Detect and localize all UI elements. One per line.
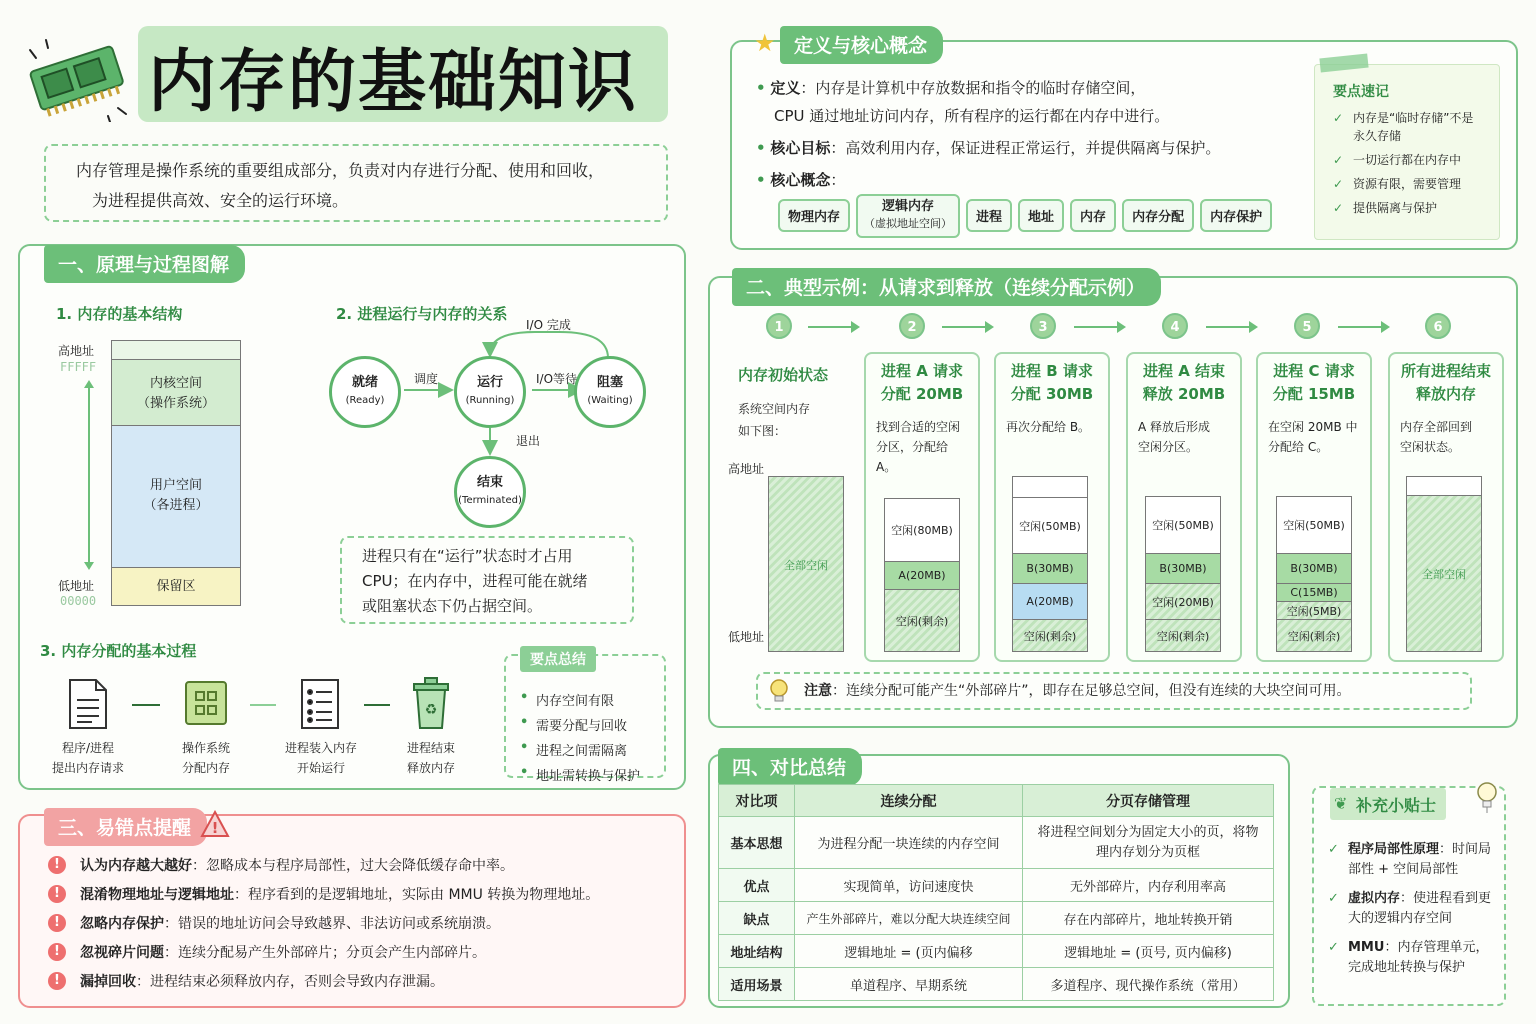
page-title: 内存的基础知识 [148, 43, 639, 122]
step-arrow-5 [1338, 326, 1388, 328]
tip-2-text: ：使进程看到更大的逻辑内存空间 [1348, 891, 1492, 926]
step-arrow-4 [1206, 326, 1256, 328]
initial-high-label: 高地址 [728, 462, 765, 476]
mem-col-5 [1276, 496, 1352, 652]
def-line1: ：内存是计算机中存放数据和指令的临时存储空间， [800, 79, 1146, 97]
table-cell: 无外部碎片，内存利用率高 [1023, 869, 1274, 902]
step-card-5-head1: 进程 C 请求 [1273, 362, 1355, 380]
keypoint-1: ✓ 内存是“临时存储”不是永久存储 [1333, 109, 1483, 145]
tip-2 [1328, 889, 1500, 928]
tips-title: 补充小贴士 [1356, 796, 1437, 815]
step-card-4-head2: 释放 20MB [1142, 385, 1226, 404]
summary-item-3: • 进程之间需隔离 [518, 740, 664, 759]
arrow-step-1 [132, 704, 160, 706]
section4-title: 四、对比总结 [718, 748, 862, 786]
reserved-block: 保留区 [112, 567, 240, 605]
mem-col-5-seg-1: 空闲(50MB) [1277, 497, 1351, 553]
alloc-step-3 [274, 738, 368, 778]
process-title: 2. 进程运行与内存的关系 [336, 305, 508, 323]
error-item-1-bold: 认为内存越大越好 [80, 858, 192, 874]
error-item-5-text: ：进程结束必须释放内存，否则会导致内存泄漏。 [136, 974, 444, 990]
initial-low-label: 低地址 [728, 630, 765, 644]
summary-item-2: • 需要分配与回收 [518, 715, 664, 734]
state-terminated-en: (Terminated) [458, 494, 522, 506]
mem-col-3-seg-1: 空闲(50MB) [1013, 497, 1087, 553]
alloc-step-1-line2: 提出内存请求 [51, 761, 124, 775]
kernel-space [112, 341, 240, 359]
error-item-4 [80, 942, 486, 962]
section2-title: 二、典型示例：从请求到释放（连续分配示例） [732, 268, 1161, 306]
table-cell: 缺点 [719, 902, 795, 935]
mem-col-3-seg-3: A(20MB) [1013, 583, 1087, 619]
kernel-space-block [112, 359, 240, 425]
chip-logical-label: 逻辑内存 [882, 199, 935, 214]
mem-col-4-seg-1: 空闲(50MB) [1146, 497, 1220, 553]
tip-1-bold: 程序局部性原理 [1348, 842, 1440, 857]
table-cell: 多道程序、现代操作系统（常用） [1023, 968, 1274, 1001]
table-cell: 为进程分配一块连续的内存空间 [795, 817, 1023, 869]
svg-text:!: ! [211, 819, 219, 837]
alloc-step-3-line2: 开始运行 [296, 761, 345, 775]
goal-row: • 核心目标：高效利用内存，保证进程正常运行，并提供隔离与保护。 [756, 139, 1221, 157]
keypoints-title: 要点速记 [1333, 84, 1389, 100]
goal-label: 核心目标 [770, 139, 831, 157]
alloc-step-3-line1: 进程装入内存 [284, 741, 357, 755]
state-ready-label: 就绪 [351, 375, 378, 390]
definition-row: • 定义：内存是计算机中存放数据和指令的临时存储空间， [756, 79, 1146, 97]
table-cell: 逻辑地址 = (页内偏移 [795, 935, 1023, 968]
state-waiting-label: 阻塞 [596, 375, 623, 390]
state-ready-en: (Ready) [345, 394, 385, 406]
table-cell: 地址结构 [719, 935, 795, 968]
section2-note [756, 672, 1472, 710]
memory-structure-bar [111, 340, 241, 606]
error-icon-2: ! [48, 885, 66, 903]
table-row [719, 935, 1274, 968]
mem-col-2 [884, 498, 960, 652]
error-item-4-text: ：连续分配易产生外部碎片；分页会产生内部碎片。 [164, 945, 486, 961]
section3-title: 三、易错点提醒 [44, 808, 207, 846]
state-waiting [574, 356, 646, 428]
table-cell: 优点 [719, 869, 795, 902]
alloc-step-1 [40, 738, 136, 778]
mem-col-4 [1145, 496, 1221, 652]
step-card-4-desc1: A 释放后形成 [1138, 419, 1211, 434]
edge-io-wait: I/O等待 [536, 372, 578, 386]
table-cell: 逻辑地址 = (页号, 页内偏移) [1023, 935, 1274, 968]
section1-title: 一、原理与过程图解 [44, 245, 245, 283]
table-cell: 单道程序、早期系统 [795, 968, 1023, 1001]
edge-exit: 退出 [516, 434, 541, 448]
step-card-2-head1: 进程 A 请求 [880, 362, 964, 380]
concept-row: • 核心概念： [756, 171, 846, 189]
alloc-step-2 [160, 738, 252, 778]
error-item-5 [80, 971, 444, 991]
table-cell: 基本思想 [719, 817, 795, 869]
summary-item-1: • 内存空间有限 [518, 690, 664, 709]
leaf-icon: ❦ [1334, 794, 1348, 813]
process-note-line2: CPU；在内存中，进程可能在就绪 [362, 572, 588, 590]
step-card-4-desc2: 空闲分区。 [1138, 439, 1199, 454]
arrow-step-3 [364, 704, 390, 706]
table-cell: 存在内部碎片，地址转换开销 [1023, 902, 1274, 935]
bulb-doodle-icon [1474, 780, 1500, 814]
step-card-5-desc1: 在空闲 20MB 中 [1268, 419, 1358, 434]
error-item-2-bold: 混淆物理地址与逻辑地址 [80, 887, 234, 903]
error-item-3-bold: 忽略内存保护 [80, 916, 164, 932]
error-item-1 [80, 855, 514, 875]
initial-title: 内存初始状态 [738, 366, 829, 384]
definition-content [756, 74, 1296, 194]
summary-item-4: • 地址需转换与保护 [518, 765, 664, 784]
table-header-item: 对比项 [719, 785, 795, 817]
def-label: 定义 [770, 79, 801, 97]
error-icon-5: ! [48, 972, 66, 990]
table-cell: 产生外部碎片，难以分配大块连续空间 [795, 902, 1023, 935]
section2-note-text: ：连续分配可能产生“外部碎片”，即存在足够总空间，但没有连续的大块空间可用。 [832, 683, 1351, 699]
mem-col-3-seg-2: B(30MB) [1013, 553, 1087, 583]
keypoint-3: ✓ 资源有限，需要管理 [1333, 175, 1483, 193]
alloc-title: 3. 内存分配的基本过程 [40, 642, 197, 660]
chip-process: 进程 [966, 199, 1012, 232]
document-icon [68, 678, 108, 730]
error-item-1-text: ：忽略成本与程序局部性，过大会降低缓存命中率。 [192, 858, 514, 874]
mem-col-3 [1012, 476, 1088, 652]
step-card-2-desc2: 分区，分配给 A。 [876, 439, 949, 475]
initial-free-label: 全部空闲 [784, 559, 828, 572]
step-number-3: 3 [1030, 313, 1056, 339]
state-running-label: 运行 [476, 375, 503, 390]
state-running-en: (Running) [465, 394, 515, 406]
mem-col-2-seg-1: 空闲(80MB) [885, 499, 959, 561]
step-card-5-desc2: 分配给 C。 [1268, 439, 1329, 454]
user-space-block [112, 425, 240, 567]
initial-memory-column [768, 476, 844, 652]
mem-col-5-seg-3: C(15MB) [1277, 583, 1351, 601]
svg-text:♻: ♻ [424, 702, 438, 718]
state-waiting-en: (Waiting) [587, 394, 633, 406]
summary-title: 要点总结 [520, 646, 596, 672]
chip-logical-sub: （虚拟地址空间） [864, 216, 953, 230]
step-card-3-head2: 分配 30MB [1010, 385, 1094, 404]
state-running [454, 356, 526, 428]
intro-line1: 内存管理是操作系统的重要组成部分，负责对内存进行分配、使用和回收， [76, 161, 605, 180]
step-arrow-2 [942, 326, 992, 328]
definition-title: 定义与核心概念 [780, 26, 943, 64]
chip-logical-memory [856, 194, 960, 238]
error-item-3 [80, 913, 500, 933]
table-cell: 适用场景 [719, 968, 795, 1001]
error-icon-4: ! [48, 943, 66, 961]
kernel-label: 内核空间 [149, 376, 202, 391]
mem-col-4-seg-2: B(30MB) [1146, 553, 1220, 583]
concept-label: 核心概念 [770, 171, 831, 189]
cpu-chip-icon [182, 678, 230, 728]
initial-desc [738, 398, 810, 442]
summary-box [504, 654, 666, 784]
step-card-2-desc1: 找到合适的空闲 [876, 419, 961, 434]
addr-arrow [84, 380, 94, 570]
step-card-2-head2: 分配 20MB [880, 385, 964, 404]
step-card-5-head2: 分配 15MB [1272, 385, 1356, 404]
keypoint-2: ✓ 一切运行都在内存中 [1333, 151, 1483, 169]
mem-col-6-seg-1: 全部空闲 [1407, 495, 1481, 651]
mem-col-5-seg-2: B(30MB) [1277, 553, 1351, 583]
mem-col-5-seg-5: 空闲(剩余) [1277, 619, 1351, 651]
alloc-step-4-line2: 释放内存 [406, 761, 455, 775]
mem-col-4-seg-3: 空闲(20MB) [1146, 583, 1220, 619]
step-card-6-head2: 释放内存 [1415, 385, 1476, 404]
goal-text: ：高效利用内存，保证进程正常运行，并提供隔离与保护。 [830, 139, 1221, 157]
edge-schedule: 调度 [414, 372, 439, 386]
error-item-5-bold: 漏掉回收 [80, 974, 136, 990]
step-number-1: 1 [766, 313, 792, 339]
mem-col-2-seg-2: A(20MB) [885, 561, 959, 589]
star-icon: ★ [754, 29, 776, 57]
table-cell: 实现简单，访问速度快 [795, 869, 1023, 902]
section2-note-label: 注意 [804, 683, 832, 699]
alloc-step-4-line1: 进程结束 [406, 741, 455, 755]
step-card-4-head1: 进程 A 结束 [1142, 362, 1226, 380]
intro-box [44, 144, 668, 222]
error-icon-1: ! [48, 856, 66, 874]
table-row [719, 869, 1274, 902]
warning-icon [200, 810, 230, 838]
mem-col-4-seg-4: 空闲(剩余) [1146, 619, 1220, 651]
mem-col-2-seg-3: 空闲(剩余) [885, 589, 959, 651]
keypoint-4: ✓ 提供隔离与保护 [1333, 199, 1483, 217]
error-item-3-text: ：错误的地址访问会导致越界、非法访问或系统崩溃。 [164, 916, 500, 932]
chip-memory: 内存 [1070, 199, 1116, 232]
low-addr-value: 00000 [60, 594, 97, 608]
initial-desc-line1: 系统空间内存 [738, 402, 811, 416]
edge-io-done: I/O 完成 [526, 318, 571, 332]
lightbulb-icon [768, 678, 790, 704]
concept-chips [778, 194, 1278, 238]
def-line2: CPU 通过地址访问内存，所有程序的运行都在内存中进行。 [774, 107, 1170, 125]
chip-protection: 内存保护 [1200, 199, 1272, 232]
high-addr-value: FFFFF [60, 360, 97, 374]
tip-1 [1328, 840, 1500, 879]
chip-physical-memory: 物理内存 [778, 199, 850, 232]
mem-col-6 [1406, 476, 1482, 652]
high-addr-label: 高地址 [58, 344, 95, 358]
chip-allocation: 内存分配 [1122, 199, 1194, 232]
alloc-step-1-line1: 程序/进程 [61, 741, 115, 755]
error-icon-3: ! [48, 914, 66, 932]
recycle-bin-icon [410, 676, 452, 730]
step-card-3-head1: 进程 B 请求 [1011, 362, 1093, 380]
step-card-6-desc1: 内存全部回到 [1400, 419, 1473, 434]
low-addr-label: 低地址 [58, 579, 95, 593]
process-note [340, 536, 634, 624]
struct-title: 1. 内存的基本结构 [56, 305, 183, 323]
table-cell: 将进程空间划分为固定大小的页，将物理内存划分为页框 [1023, 817, 1274, 869]
step-arrow-3 [1074, 326, 1124, 328]
process-note-line3: 或阻塞状态下仍占据空间。 [362, 597, 543, 615]
error-item-2-text: ：程序看到的是逻辑地址，实际由 MMU 转换为物理地址。 [234, 887, 600, 903]
table-row [719, 817, 1274, 869]
step-number-6: 6 [1425, 313, 1451, 339]
chip-logo [22, 36, 132, 122]
checklist-icon [300, 678, 340, 730]
initial-desc-line2: 如下图： [738, 424, 787, 438]
alloc-step-2-line1: 操作系统 [181, 741, 230, 755]
concept-colon: ： [830, 171, 846, 189]
table-header-paging: 分页存储管理 [1023, 785, 1274, 817]
mem-col-3-seg-4: 空闲(剩余) [1013, 619, 1087, 651]
keypoints-box [1314, 64, 1500, 240]
comparison-table [718, 784, 1274, 1001]
step-card-6-head1: 所有进程结束 [1400, 362, 1491, 380]
step-number-5: 5 [1294, 313, 1320, 339]
tip-3-bold: MMU [1348, 940, 1385, 955]
alloc-step-4 [388, 738, 474, 778]
step-arrow-1 [808, 326, 858, 328]
alloc-step-2-line2: 分配内存 [181, 761, 230, 775]
error-item-2 [80, 884, 599, 904]
chip-address: 地址 [1018, 199, 1064, 232]
intro-line2: 为进程提供高效、安全的运行环境。 [92, 191, 349, 210]
user-label: 用户空间 [149, 478, 202, 493]
step-number-4: 4 [1162, 313, 1188, 339]
tip-3-text: ：内存管理单元，完成地址转换与保护 [1348, 940, 1489, 975]
tip-2-bold: 虚拟内存 [1348, 891, 1401, 906]
step-card-6-desc2: 空闲状态。 [1400, 439, 1461, 454]
user-sub: （各进程） [143, 497, 209, 513]
arrow-step-2 [250, 704, 276, 706]
step-card-3-desc1: 再次分配给 B。 [1006, 419, 1091, 434]
tip-1-text: ：时间局部性 + 空间局部性 [1348, 842, 1492, 877]
kernel-sub: （操作系统） [136, 395, 215, 411]
tip-3 [1328, 938, 1500, 977]
state-terminated [454, 456, 526, 528]
error-item-4-bold: 忽视碎片问题 [80, 945, 164, 961]
table-row [719, 902, 1274, 935]
process-note-line1: 进程只有在“运行”状态时才占用 [362, 547, 573, 565]
table-row [719, 968, 1274, 1001]
mem-col-5-seg-4: 空闲(5MB) [1277, 601, 1351, 619]
step-number-2: 2 [899, 313, 925, 339]
state-ready [329, 356, 401, 428]
state-terminated-label: 结束 [476, 475, 503, 490]
table-header-contiguous: 连续分配 [795, 785, 1023, 817]
